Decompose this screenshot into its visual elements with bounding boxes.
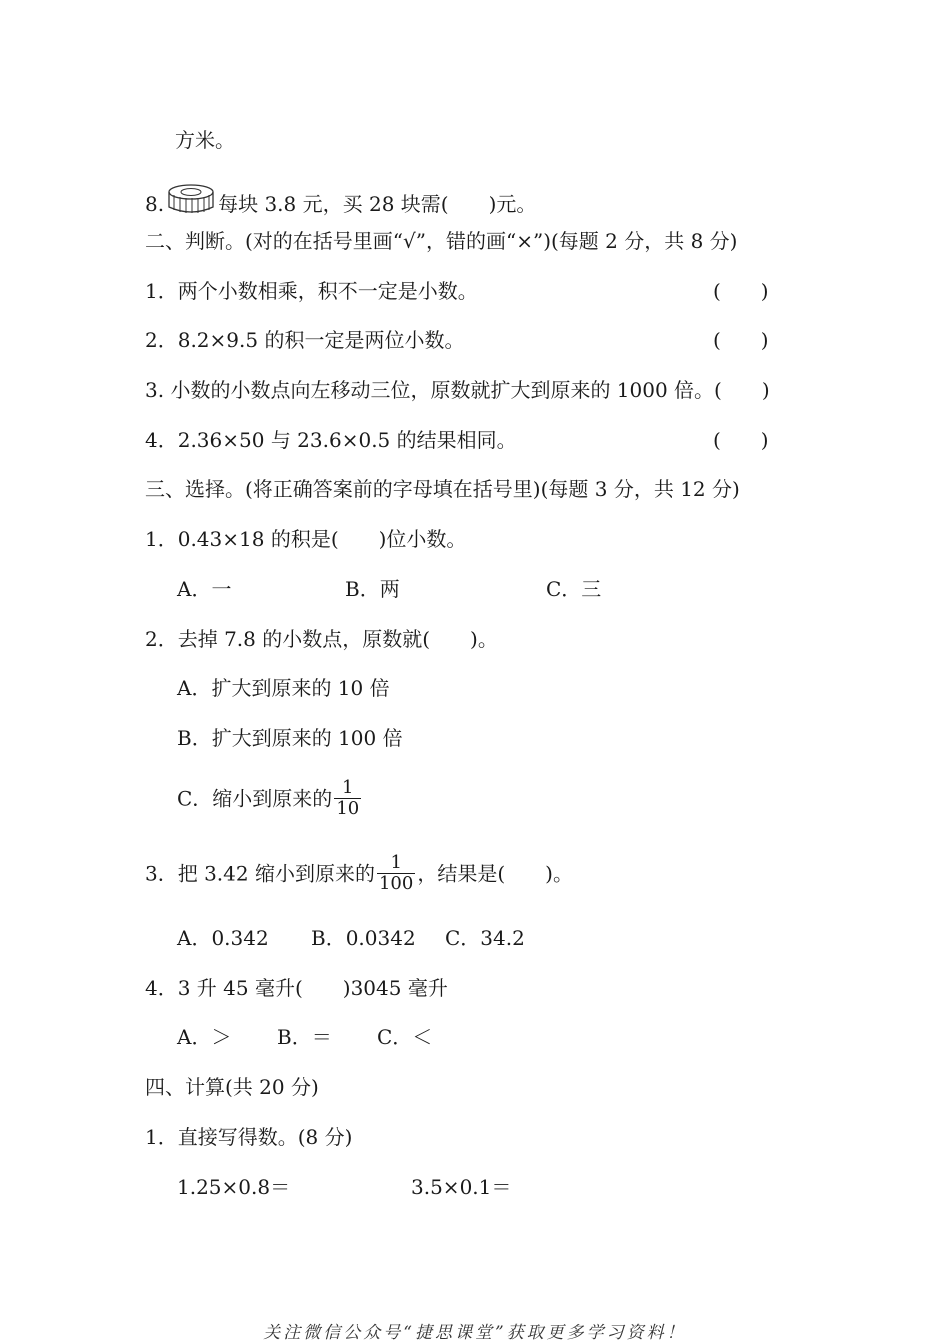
choice-2: 2．去掉 7.8 的小数点，原数就( )。 [145, 627, 498, 651]
question-text: 每块 3.8 元，买 28 块需( )元。 [218, 192, 537, 216]
choice-3 [145, 853, 573, 894]
option-c[interactable] [177, 778, 363, 819]
option-b[interactable]: B．扩大到原来的 100 倍 [177, 726, 403, 750]
choice-1: 1．0.43×18 的积是( )位小数。 [145, 527, 467, 551]
option-text: C．缩小到原来的 [177, 786, 333, 811]
option-b[interactable]: B．＝ [277, 1025, 332, 1049]
calc-item: 3.5×0.1＝ [411, 1175, 512, 1199]
section-4-title: 四、计算(共 20 分) [145, 1075, 319, 1099]
option-c[interactable]: C．三 [546, 577, 602, 601]
fraction-numerator: 1 [390, 852, 402, 873]
answer-paren[interactable]: ( ) [713, 328, 769, 352]
calc-item: 1.25×0.8＝ [177, 1175, 291, 1199]
fraction-denominator: 10 [336, 798, 360, 819]
judge-4: 4．2.36×50 与 23.6×0.5 的结果相同。 [145, 428, 517, 452]
option-a[interactable]: A．＞ [177, 1025, 232, 1049]
section-2-title: 二、判断。(对的在括号里画“√”，错的画“×”)(每题 2 分，共 8 分) [145, 229, 738, 253]
choice-4: 4．3 升 45 毫升( )3045 毫升 [145, 976, 448, 1000]
question-8 [145, 183, 536, 217]
option-c[interactable]: C．34.2 [445, 926, 525, 950]
calc-1: 1．直接写得数。(8 分) [145, 1125, 353, 1149]
judge-1: 1．两个小数相乘，积不一定是小数。 [145, 279, 478, 303]
answer-paren[interactable]: ( ) [713, 428, 769, 452]
question-text: ，结果是( )。 [417, 861, 573, 886]
mooncake-icon [166, 183, 216, 217]
question-text: 3．把 3.42 缩小到原来的 [145, 861, 375, 886]
option-b[interactable]: B．两 [345, 577, 400, 601]
answer-paren[interactable]: ( ) [713, 279, 769, 303]
fraction [334, 778, 361, 819]
option-a[interactable]: A．0.342 [177, 926, 269, 950]
option-b[interactable]: B．0.0342 [311, 926, 416, 950]
footer-note: 关注微信公众号“捷思课堂”获取更多学习资料！ [263, 1323, 687, 1343]
fraction [377, 853, 415, 894]
fraction-denominator: 100 [378, 873, 414, 894]
judge-2: 2．8.2×9.5 的积一定是两位小数。 [145, 328, 465, 352]
option-c[interactable]: C．＜ [377, 1025, 433, 1049]
judge-3: 3. 小数的小数点向左移动三位，原数就扩大到原来的 1000 倍。( ) [145, 378, 770, 402]
fraction-numerator: 1 [342, 777, 354, 798]
question-number: 8. [145, 192, 165, 216]
continuation-text: 方米。 [175, 128, 235, 152]
section-3-title: 三、选择。(将正确答案前的字母填在括号里)(每题 3 分，共 12 分) [145, 477, 740, 501]
option-a[interactable]: A．一 [177, 577, 232, 601]
option-a[interactable]: A．扩大到原来的 10 倍 [177, 676, 390, 700]
